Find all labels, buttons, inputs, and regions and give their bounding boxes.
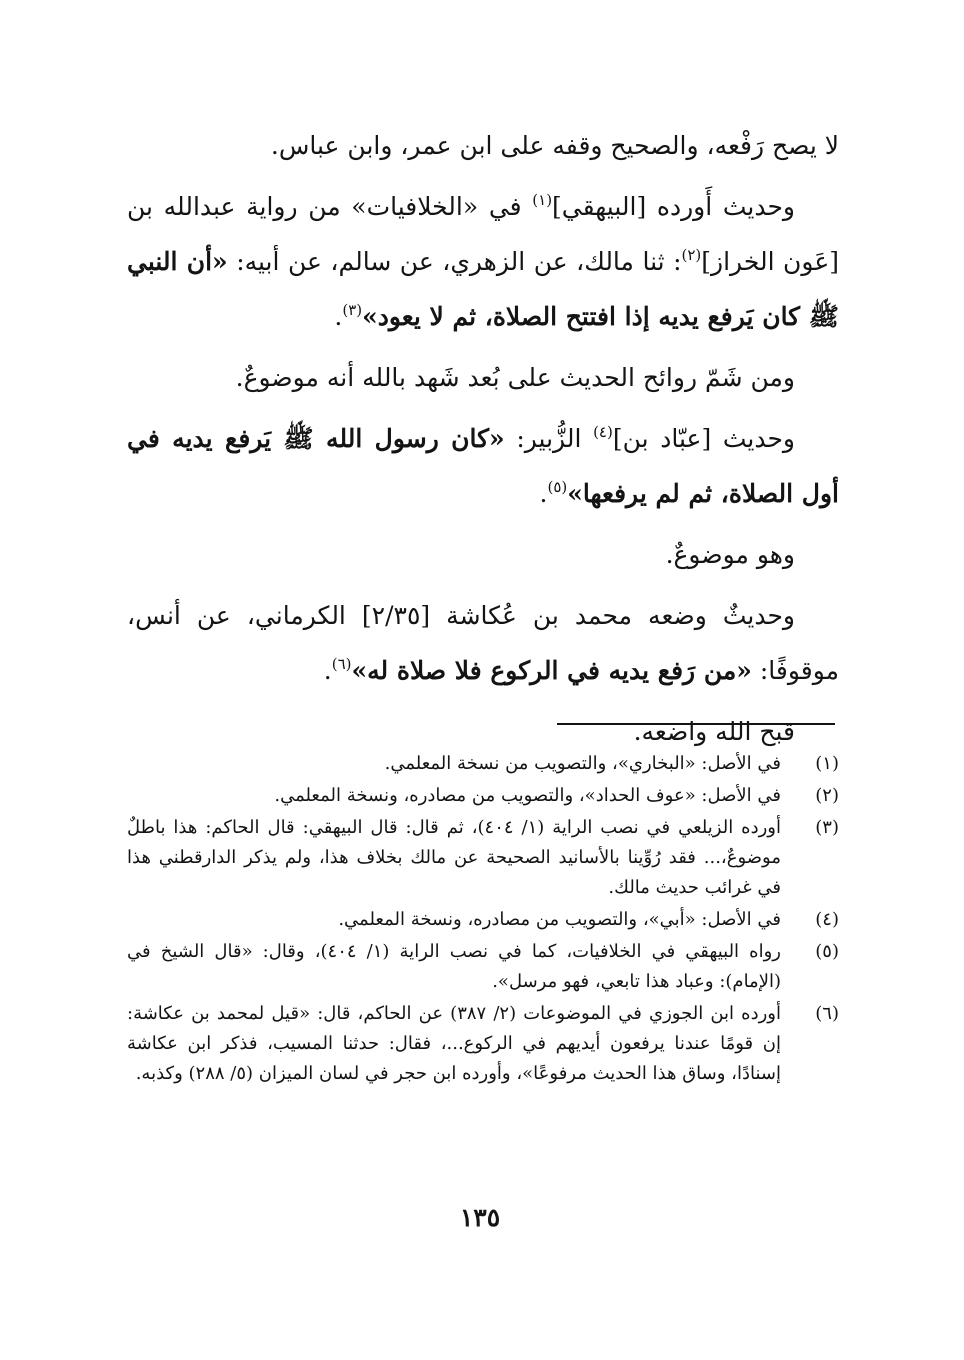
paragraph-2-text-a: وحديث أَورده [البيهقي] [552, 192, 795, 221]
paragraph-3: ومن شَمّ روائح الحديث على بُعد شَهد بالله أنه موضوعٌ. [235, 363, 795, 392]
footnote-1 [127, 749, 839, 779]
footnote-ref-4[interactable]: (٤) [593, 423, 613, 441]
paragraph-4-text-b: الزُّبير: [504, 424, 594, 453]
footnote-ref-1[interactable]: (١) [532, 191, 553, 209]
footnote-ref-3[interactable]: (٣) [342, 301, 363, 319]
paragraph-4 [127, 411, 839, 521]
paragraph-5: وهو موضوعٌ. [665, 540, 795, 569]
footnote-number: (٥) [815, 941, 839, 962]
paragraph-6-text-a: وحديثٌ وضعه محمد بن عُكاشة [٢/٣٥] الكرماني، عن أنس، موقوفًا: [127, 601, 839, 685]
footnote-number: (١) [815, 753, 839, 774]
footnote-text: في الأصل: «عوف الحداد»، والتصويب من مصادره، ونسخة المعلمي. [274, 785, 781, 806]
footnote-6 [127, 999, 839, 1089]
hadith-quote-2: «كان رسول الله ﷺ يَرفع يديه في أول الصلاة، ثم لم يرفعها» [127, 424, 839, 508]
page-number: ١٣٥ [459, 1203, 501, 1232]
footnote-number: (٢) [815, 785, 839, 806]
paragraph-6-end: . [323, 656, 332, 685]
footnote-text: في الأصل: «أبي»، والتصويب من مصادره، ونسخة المعلمي. [338, 909, 781, 930]
paragraph-4-text-a: وحديث [عبّاد بن] [612, 424, 795, 453]
footnote-number: (٣) [815, 817, 839, 838]
footnote-ref-2[interactable]: (٢) [681, 246, 702, 264]
main-text [127, 118, 839, 759]
paragraph-2 [127, 179, 839, 344]
footnote-ref-5[interactable]: (٥) [547, 478, 568, 496]
paragraph-2-text-b: في «الخلافيات» من رواية عبدالله بن [عَون الخراز] [127, 192, 839, 276]
footnote-separator [557, 723, 835, 725]
footnote-text: في الأصل: «البخاري»، والتصويب من نسخة المعلمي. [384, 753, 781, 774]
paragraph-2-end: . [334, 302, 343, 331]
footnote-5 [127, 937, 839, 997]
footnote-3 [127, 813, 839, 903]
footnote-text: رواه البيهقي في الخلافيات، كما في نصب الراية (١/ ٤٠٤)، وقال: «قال الشيخ في (الإمام): وعباد هذا تابعي، فهو مرسل». [127, 941, 781, 992]
footnote-number: (٤) [815, 909, 839, 930]
footnote-2 [127, 781, 839, 811]
footnote-4 [127, 905, 839, 935]
paragraph-6 [127, 588, 839, 698]
hadith-quote-1: «أن النبي ﷺ كان يَرفع يديه إذا افتتح الصلاة، ثم لا يعود» [127, 247, 839, 331]
paragraph-4-end: . [539, 479, 548, 508]
paragraph-7: قبح الله واضعه. [633, 717, 795, 746]
footnote-text: أورده الزيلعي في نصب الراية (١/ ٤٠٤)، ثم قال: قال البيهقي: قال الحاكم: هذا باطلٌ موضوعٌ،... فقد رُوِّينا بالأسانيد الصحيحة عن مالك بخلاف هذا، ولم يذكر الدارقطني هذا في غرائب حديث مالك. [127, 817, 781, 898]
footnote-number: (٦) [815, 1003, 839, 1024]
hadith-quote-3: «من رَفع يديه في الركوع فلا صلاة له» [351, 656, 752, 685]
footnote-ref-6[interactable]: (٦) [331, 655, 352, 673]
footnotes [127, 747, 839, 1089]
paragraph-2-text-c: : ثنا مالك، عن الزهري، عن سالم، عن أبيه: [227, 247, 682, 276]
paragraph-1: لا يصح رَفْعه، والصحيح وقفه على ابن عمر، وابن عباس. [270, 131, 839, 160]
footnote-text: أورده ابن الجوزي في الموضوعات (٢/ ٣٨٧) عن الحاكم، قال: «قيل لمحمد بن عكاشة: إن قومًا عندنا يرفعون أيديهم في الركوع...، فقال: حدثنا المسيب، فذكر ابن عكاشة إسنادًا، وساق هذا الحديث مرفوعًا»، وأورده ابن حجر في لسان الميزان (٥/ ٢٨٨) وكذبه. [127, 1003, 781, 1084]
